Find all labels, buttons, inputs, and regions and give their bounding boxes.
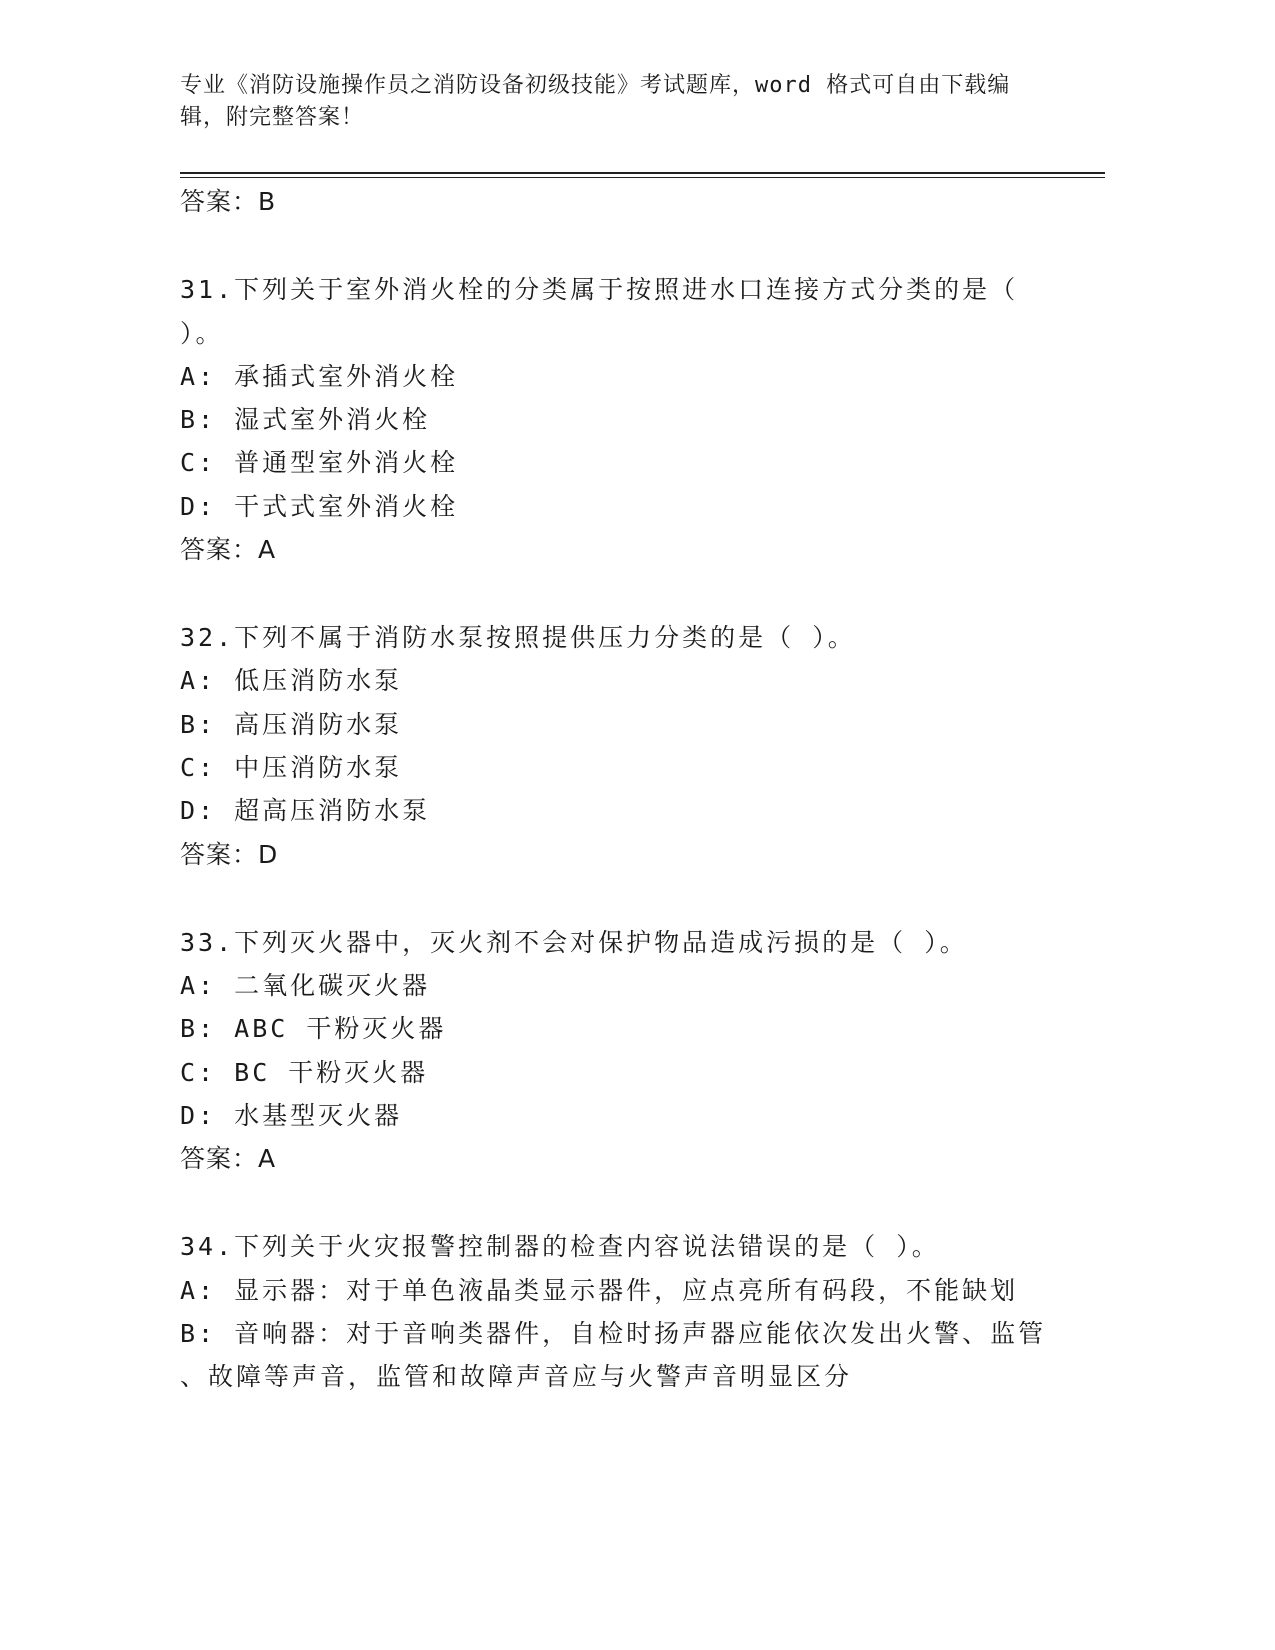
q32-option-c: C: 中压消防水泵 xyxy=(180,753,403,782)
header-line-2: 辑，附完整答案！ xyxy=(180,105,365,130)
q34-option-a: A: 显示器：对于单色液晶类显示器件，应点亮所有码段，不能缺划 xyxy=(180,1276,1019,1305)
q31-option-d: D: 干式式室外消火栓 xyxy=(180,492,459,521)
header-rule-thick xyxy=(180,172,1105,174)
q34-stem-line-1: 34.下列关于火灾报警控制器的检查内容说法错误的是（ ）。 xyxy=(180,1232,940,1261)
header-rule-thin xyxy=(180,177,1105,178)
q31-option-b: B: 湿式室外消火栓 xyxy=(180,405,431,434)
answer-prev: 答案：B xyxy=(180,187,277,216)
header-line-1: 专业《消防设施操作员之消防设备初级技能》考试题库，word 格式可自由下载编 xyxy=(180,73,1011,98)
q33-option-c: C: BC 干粉灭火器 xyxy=(180,1058,429,1087)
q33-stem-line-1: 33.下列灭火器中，灭火剂不会对保护物品造成污损的是（ ）。 xyxy=(180,928,968,957)
q31-option-c: C: 普通型室外消火栓 xyxy=(180,448,459,477)
q34-option-b-line-2: 、故障等声音，监管和故障声音应与火警声音明显区分 xyxy=(180,1362,853,1391)
q33-option-b: B: ABC 干粉灭火器 xyxy=(180,1014,447,1043)
q32-option-d: D: 超高压消防水泵 xyxy=(180,796,431,825)
q32-answer: 答案：D xyxy=(180,840,279,869)
q31-stem-line-2: ）。 xyxy=(180,319,224,348)
q32-stem-line-1: 32.下列不属于消防水泵按照提供压力分类的是（ ）。 xyxy=(180,623,856,652)
document-header xyxy=(180,70,1060,134)
q32-option-a: A: 低压消防水泵 xyxy=(180,666,403,695)
q31-answer: 答案：A xyxy=(180,535,277,564)
q33-answer: 答案：A xyxy=(180,1144,277,1173)
q33-option-d: D: 水基型灭火器 xyxy=(180,1101,403,1130)
q32-option-b: B: 高压消防水泵 xyxy=(180,710,403,739)
q31-stem-line-1: 31.下列关于室外消火栓的分类属于按照进水口连接方式分类的是（ xyxy=(180,275,1019,304)
q34-option-b-line-1: B: 音响器：对于音响类器件，自检时扬声器应能依次发出火警、监管 xyxy=(180,1319,1047,1348)
q33-option-a: A: 二氧化碳灭火器 xyxy=(180,971,431,1000)
q31-option-a: A: 承插式室外消火栓 xyxy=(180,362,459,391)
